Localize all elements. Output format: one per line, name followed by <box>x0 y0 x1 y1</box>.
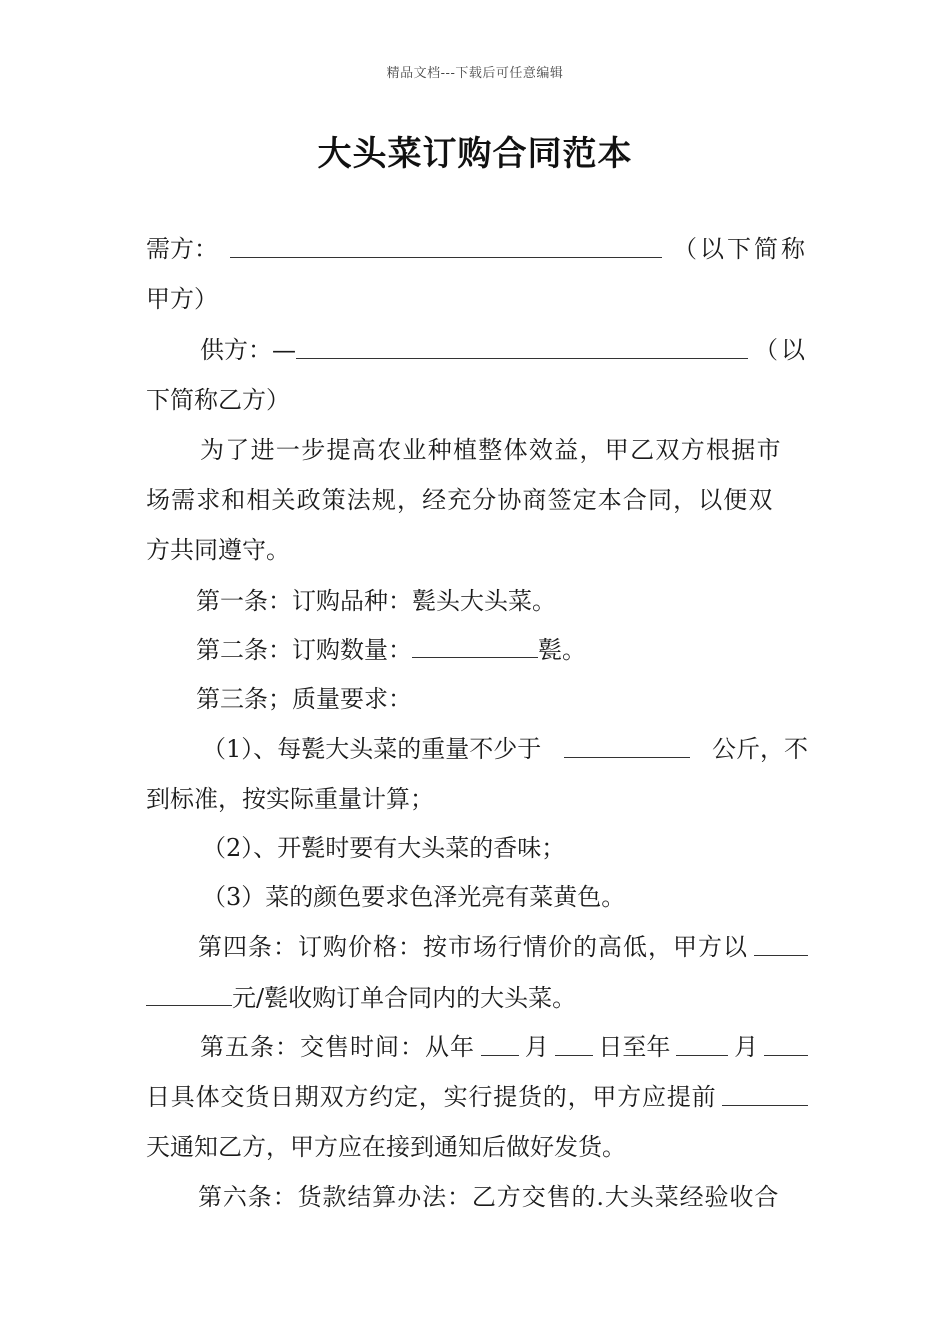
article-5-l2: 日具体交货日期双方约定，实行提货的，甲方应提前 <box>146 1083 717 1111</box>
article-5-p1: 第五条：交售时间：从年 <box>200 1033 475 1061</box>
article-2-post: 甏。 <box>538 636 586 664</box>
article-4-cont <box>146 981 808 1014</box>
article-5-p2: 月 <box>524 1033 549 1061</box>
article-2 <box>196 633 858 666</box>
seller-suffix: （以 <box>754 336 808 364</box>
seller-line <box>200 334 808 366</box>
quality-1-cont: 到标准，按实际重量计算； <box>146 785 434 813</box>
article-4-post: 元/甏收购订单合同内的大头菜。 <box>232 984 577 1012</box>
price-blank-1 <box>754 931 808 956</box>
seller-cont: 下简称乙方） <box>146 386 290 414</box>
article-1: 第一条：订购品种：甏头大头菜。 <box>196 587 556 615</box>
article-2-pre: 第二条：订购数量： <box>196 636 412 664</box>
article-5-line-3: 天通知乙方，甲方应在接到通知后做好发货。 <box>146 1133 626 1161</box>
article-3: 第三条；质量要求： <box>196 685 412 713</box>
article-5-line-1 <box>200 1031 808 1063</box>
end-month-blank <box>676 1031 728 1056</box>
article-5-p3: 日至年 <box>598 1033 671 1061</box>
quality-1-pre: （1）、每甏大头菜的重量不少于 <box>202 735 542 763</box>
article-4-line <box>198 931 808 963</box>
buyer-cont: 甲方） <box>146 285 218 313</box>
document-title: 大头菜订购合同范本 <box>317 134 633 174</box>
intro-line-1: 为了进一步提高农业种植整体效益，甲乙双方根据市 <box>200 436 782 464</box>
buyer-blank <box>230 233 662 258</box>
article-4-pre: 第四条：订购价格：按市场行情价的高低，甲方以 <box>198 933 748 961</box>
buyer-label: 需方： <box>146 235 218 263</box>
quantity-blank <box>412 633 538 658</box>
quality-1-line <box>202 733 808 765</box>
start-day-blank <box>555 1031 593 1056</box>
quality-3: （3）菜的颜色要求色泽光亮有菜黄色。 <box>202 883 626 911</box>
article-5-p4: 月 <box>734 1033 759 1061</box>
intro-line-3: 方共同遵守。 <box>146 536 290 564</box>
seller-label: 供方：— <box>200 336 296 364</box>
intro-line-2: 场需求和相关政策法规，经充分协商签定本合同，以便双 <box>146 486 774 514</box>
weight-blank <box>564 733 690 758</box>
article-6: 第六条：货款结算办法：乙方交售的.大头菜经验收合 <box>198 1183 780 1211</box>
notice-days-blank <box>722 1081 808 1106</box>
start-month-blank <box>481 1031 519 1056</box>
quality-2: （2）、开甏时要有大头菜的香味； <box>202 834 566 862</box>
buyer-line <box>146 233 808 265</box>
price-blank-2 <box>146 981 232 1006</box>
seller-blank <box>296 334 748 359</box>
header-note: 精品文档---下载后可任意编辑 <box>386 66 564 81</box>
end-day-blank <box>764 1031 808 1056</box>
buyer-suffix: （以下简称 <box>673 235 808 263</box>
article-5-line-2 <box>146 1081 808 1113</box>
quality-1-post: 公斤，不 <box>712 735 808 763</box>
